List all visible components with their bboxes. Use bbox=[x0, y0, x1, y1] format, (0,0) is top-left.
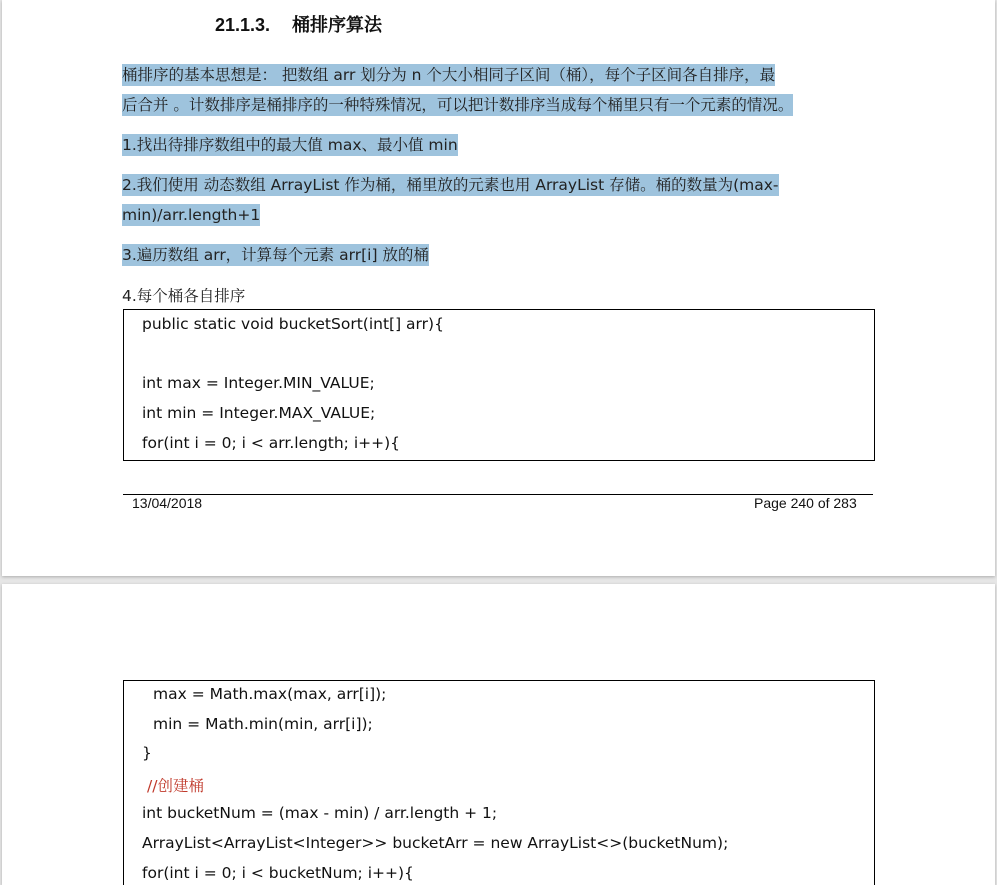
code-line: ArrayList<ArrayList<Integer>> bucketArr = new ArrayList<>(bucketNum); bbox=[142, 834, 729, 852]
code-line: min = Math.min(min, arr[i]); bbox=[153, 715, 373, 733]
selected-text[interactable]: 1.找出待排序数组中的最大值 max、最小值 min bbox=[122, 136, 458, 154]
code-line: int min = Integer.MAX_VALUE; bbox=[142, 404, 376, 422]
code-line: max = Math.max(max, arr[i]); bbox=[153, 685, 387, 703]
footer-date: 13/04/2018 bbox=[132, 495, 203, 511]
document-page-2 bbox=[2, 584, 995, 885]
step-2-line-1 bbox=[122, 170, 779, 200]
code-line: } bbox=[142, 744, 152, 762]
section-heading bbox=[215, 11, 382, 37]
code-comment: //创建桶 bbox=[147, 777, 204, 795]
code-line: for(int i = 0; i < bucketNum; i++){ bbox=[142, 864, 414, 882]
step-2-line-2 bbox=[122, 200, 260, 230]
code-line: public static void bucketSort(int[] arr){ bbox=[142, 315, 444, 333]
footer-page-number: Page 240 of 283 bbox=[754, 495, 857, 511]
selected-text[interactable]: min)/arr.length+1 bbox=[122, 206, 261, 224]
selected-text[interactable]: 3.遍历数组 arr，计算每个元素 arr[i] 放的桶 bbox=[122, 246, 429, 264]
selected-text[interactable]: 桶排序的基本思想是： 把数组 arr 划分为 n 个大小相同子区间（桶），每个子区间各自排序，最 bbox=[122, 66, 776, 84]
code-block bbox=[123, 680, 875, 885]
step-1 bbox=[122, 130, 458, 160]
code-line: int bucketNum = (max - min) / arr.length + 1; bbox=[142, 804, 498, 822]
intro-paragraph-line-1 bbox=[122, 60, 775, 90]
code-block bbox=[123, 309, 875, 461]
section-number: 21.1.3. bbox=[215, 15, 271, 35]
intro-paragraph-line-2 bbox=[122, 90, 793, 120]
code-line: for(int i = 0; i < arr.length; i++){ bbox=[142, 434, 401, 452]
step-4: 4.每个桶各自排序 bbox=[122, 287, 246, 305]
code-line: int max = Integer.MIN_VALUE; bbox=[142, 374, 375, 392]
step-3 bbox=[122, 240, 429, 270]
section-title: 桶排序算法 bbox=[292, 15, 383, 35]
selected-text[interactable]: 后合并 。计数排序是桶排序的一种特殊情况，可以把计数排序当成每个桶里只有一个元素的情况。 bbox=[122, 96, 794, 114]
selected-text[interactable]: 2.我们使用 动态数组 ArrayList 作为桶，桶里放的元素也用 ArrayList 存储。桶的数量为(max- bbox=[122, 176, 779, 194]
document-page-1 bbox=[2, 0, 995, 576]
